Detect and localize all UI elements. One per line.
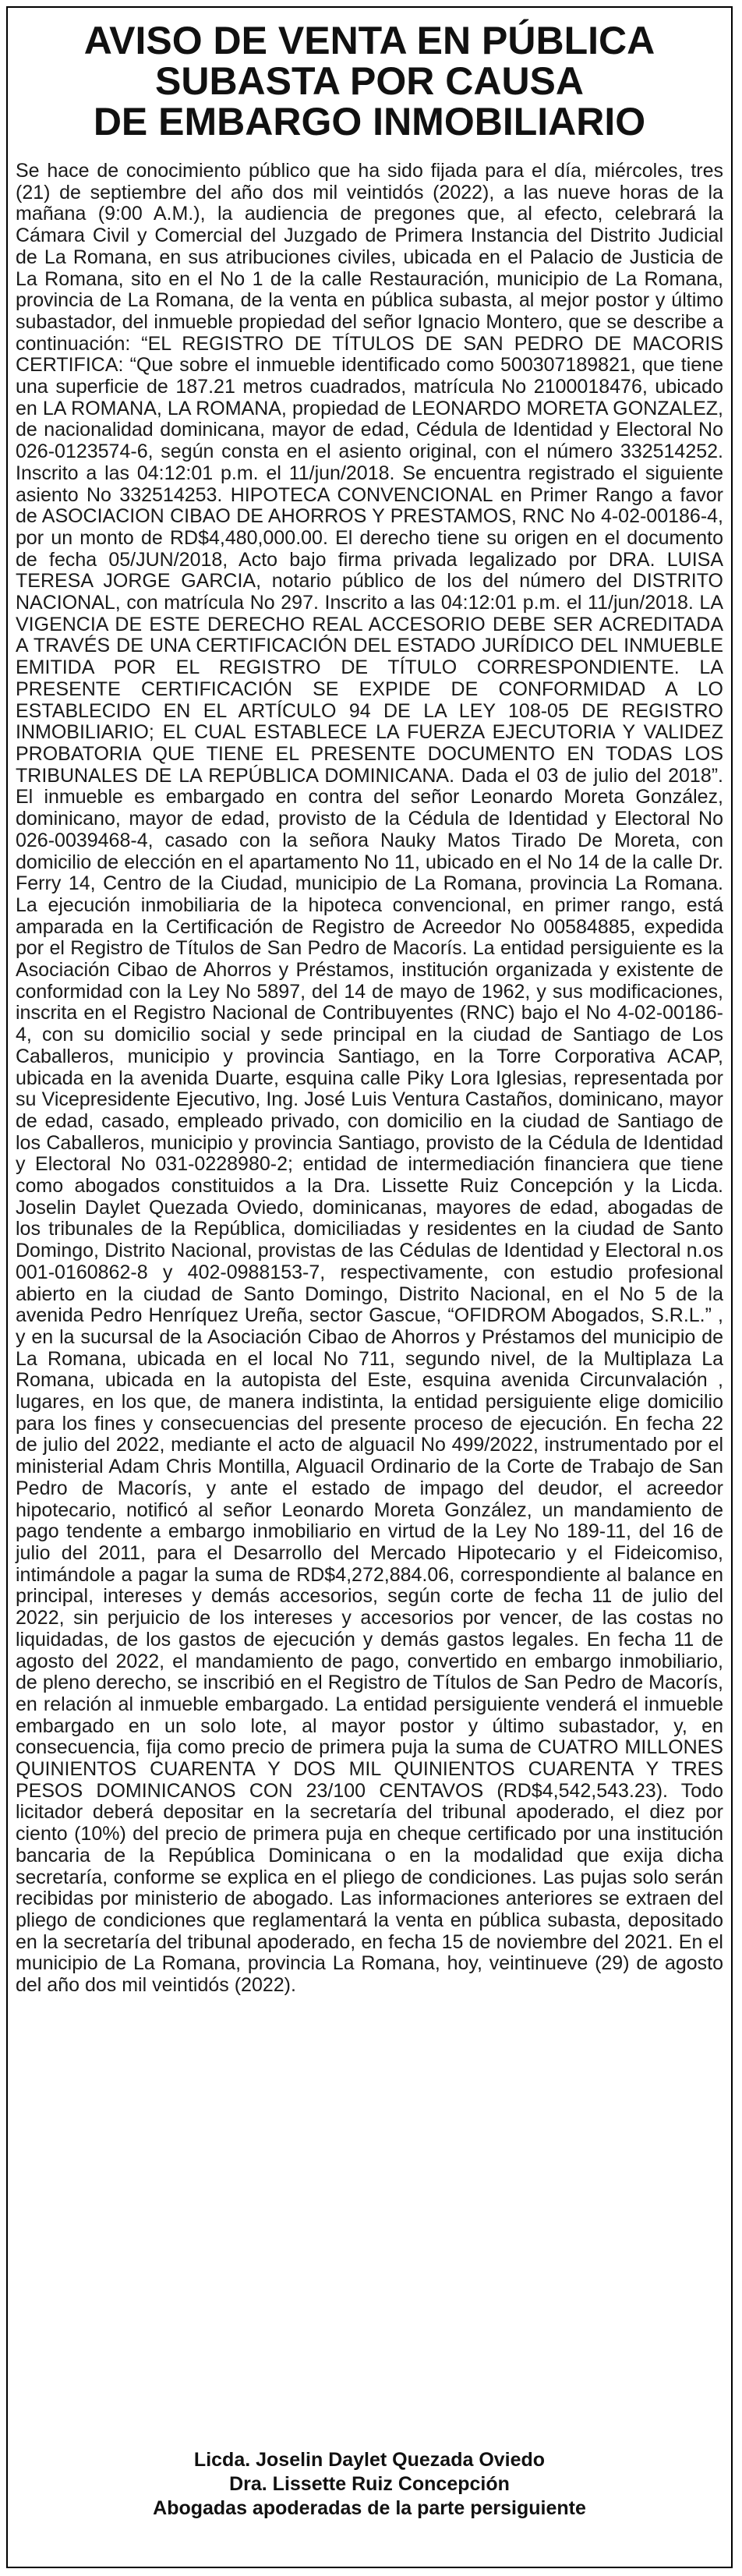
notice-body: Se hace de conocimiento público que ha sido fijada para el día, miércoles, tres (21) de septiembre del año dos mil veintidós (2022), a las nueve horas de la mañana (9:00 A.M.), la audiencia de pregones que, al efecto, celebrará la Cámara Civil y Comercial del Juzgado de Primera Instancia del Distrito Judicial de La Romana, en sus atribuciones civiles, ubicada en el Palacio de Justicia de La Romana, sito en el No 1 de la calle Restauración, municipio de La Romana, provincia de La Romana, de la venta en pública subasta, al mejor postor y último subastador, del inmueble propiedad del señor Ignacio Montero, que se describe a continuación: “EL REGISTRO DE TÍTULOS DE SAN PEDRO DE MACORIS CERTIFICA: “Que sobre el inmueble identificado como 500307189821, que tiene una superficie de 187.21 metros cuadrados, matrícula No 2100018476, ubicado en LA ROMANA, LA ROMANA, propiedad de LEONARDO MORETA GONZALEZ, de nacionalidad dominicana, mayor de edad, Cédula de Identidad y Electoral No 026-0123574-6, según consta en el asiento original, con el número 332514252. Inscrito a las 04:12:01 p.m. el 11/jun/2018. Se encuentra registrado el siguiente asiento No 332514253. HIPOTECA CONVENCIONAL en Primer Rango a favor de ASOCIACION CIBAO DE AHORROS Y PRESTAMOS, RNC No 4-02-00186-4, por un monto de RD$4,480,000.00. El derecho tiene su origen en el documento de fecha 05/JUN/2018, Acto bajo firma privada legalizado por DRA. LUISA TERESA JORGE GARCIA, notario público de los del número del DISTRITO NACIONAL, con matrícula No 297. Inscrito a las 04:12:01 p.m. el 11/jun/2018. LA VIGENCIA DE ESTE DERECHO REAL ACCESORIO DEBE SER ACREDITADA A TRAVÉS DE UNA CERTIFICACIÓN DEL ESTADO JURÍDICO DEL INMUEBLE EMITIDA POR EL REGISTRO DE TÍTULO CORRESPONDIENTE. LA PRESENTE CERTIFICACIÓN SE EXPIDE DE CONFORMIDAD A LO ESTABLECIDO EN EL ARTÍCULO 94 DE LA LEY 108-05 DE REGISTRO INMOBILIARIO; EL CUAL ESTABLECE LA FUERZA EJECUTORIA Y VALIDEZ PROBATORIA QUE TIENE EL PRESENTE DOCUMENTO EN TODAS LOS TRIBUNALES DE LA REPÚBLICA DOMINICANA. Dada el 03 de julio del 2018”. El inmueble es embargado en contra del señor Leonardo Moreta González, dominicano, mayor de edad, provisto de la Cédula de Identidad y Electoral No 026-0039468-4, casado con la señora Nauky Matos Tirado De Moreta, con domicilio de elección en el apartamento No 11, ubicado en el No 14 de la calle Dr. Ferry 14, Centro de la Ciudad, municipio de La Romana, provincia La Romana. La ejecución inmobiliaria de la hipoteca convencional, en primer rango, está amparada en la Certificación de Registro de Acreedor No 00584885, expedida por el Registro de Títulos de San Pedro de Macorís. La entidad persiguiente es la Asociación Cibao de Ahorros y Préstamos, institución organizada y existente de conformidad con la Ley No 5897, del 14 de mayo de 1962, y sus modificaciones, inscrita en el Registro Nacional de Contribuyentes (RNC) bajo el No 4-02-00186-4, con su domicilio social y sede principal en la ciudad de Santiago de Los Caballeros, municipio y provincia Santiago, en la Torre Corporativa ACAP, ubicada en la avenida Duarte, esquina calle Piky Lora Iglesias, representada por su Vicepresidente Ejecutivo, Ing. José Luis Ventura Castaños, dominicano, mayor de edad, casado, empleado privado, con domicilio en la ciudad de Santiago de los Caballeros, municipio y provincia Santiago, provisto de la Cédula de Identidad y Electoral No 031-0228980-2; entidad de intermediación financiera que tiene como abogados constituidos a la Dra. Lissette Ruiz Concepción y la Licda. Joselin Daylet Quezada Oviedo, dominicanas, mayores de edad, abogadas de los tribunales de la República, domiciliadas y residentes en la ciudad de Santo Domingo, Distrito Nacional, provistas de las Cédulas de Identidad y Electoral n.os 001-0160862-8 y 402-0988153-7, respectivamente, con estudio profesional abierto en la ciudad de Santo Domingo, Distrito Nacional, en el No 5 de la avenida Pedro Henríquez Ureña, sector Gascue, “OFIDROM Abogados, S.R.L.” , y en la sucursal de la Asociación Cibao de Ahorros y Préstamos del municipio de La Romana, ubicada en el local No 711, segundo nivel, de la Multiplaza La Romana, ubicada en la autopista del Este, esquina avenida Circunvalación , lugares, en los que, de manera indistinta, la entidad persiguiente elige domicilio para los fines y consecuencias del presente proceso de ejecución. En fecha 22 de julio del 2022, mediante el acto de alguacil No 499/2022, instrumentado por el ministerial Adam Chris Montilla, Alguacil Ordinario de la Corte de Trabajo de San Pedro de Macorís, y ante el estado de impago del deudor, el acreedor hipotecario, notificó al señor Leonardo Moreta González, un mandamiento de pago tendente a embargo inmobiliario en virtud de la Ley No 189-11, del 16 de julio del 2011, para el Desarrollo del Mercado Hipotecario y el Fideicomiso, intimándole a pagar la suma de RD$4,272,884.06, correspondiente al balance en principal, intereses y demás accesorios, según corte de fecha 11 de julio del 2022, sin perjuicio de los intereses y accesorios por vencer, de las costas no liquidadas, de los gastos de ejecución y demás gastos legales. En fecha 11 de agosto del 2022, el mandamiento de pago, convertido en embargo inmobiliario, de pleno derecho, se inscribió en el Registro de Títulos de San Pedro de Macorís, en relación al inmueble embargado. La entidad persiguiente venderá el inmueble embargado en un solo lote, al mayor postor y último subastador, y, en consecuencia, fija como precio de primera puja la suma de CUATRO MILLONES QUINIENTOS CUARENTA Y DOS MIL QUINIENTOS CUARENTA Y TRES PESOS DOMINICANOS CON 23/100 CENTAVOS (RD$4,542,543.23). Todo licitador deberá depositar en la secretaría del tribunal apoderado, el diez por ciento (10%) del precio de primera puja en cheque certificado por una institución bancaria de la República Dominicana o en la modalidad que exija dicha secretaría, conforme se explica en el pliego de condiciones. Las pujas solo serán recibidas por ministerio de abogado. Las informaciones anteriores se extraen del pliego de condiciones que reglamentará la venta en pública subasta, depositado en la secretaría del tribunal apoderado, en fecha 15 de noviembre del 2021. En el municipio de La Romana, provincia La Romana, hoy, veintinueve (29) de agosto del año dos mil veintidós (2022). <box>16 160 723 1997</box>
signature-role: Abogadas apoderadas de la parte persiguiente <box>153 2497 586 2519</box>
signature-name-2: Dra. Lissette Ruiz Concepción <box>229 2473 510 2495</box>
legal-notice <box>6 6 733 2568</box>
signature-name-1: Licda. Joselin Daylet Quezada Oviedo <box>193 2449 546 2471</box>
title-line-3: DE EMBARGO INMOBILIARIO <box>93 100 646 143</box>
signature-block <box>16 2448 723 2521</box>
title-line-2: SUBASTA POR CAUSA <box>154 59 585 103</box>
notice-title <box>26 20 712 142</box>
title-line-1: AVISO DE VENTA EN PÚBLICA <box>83 19 655 62</box>
